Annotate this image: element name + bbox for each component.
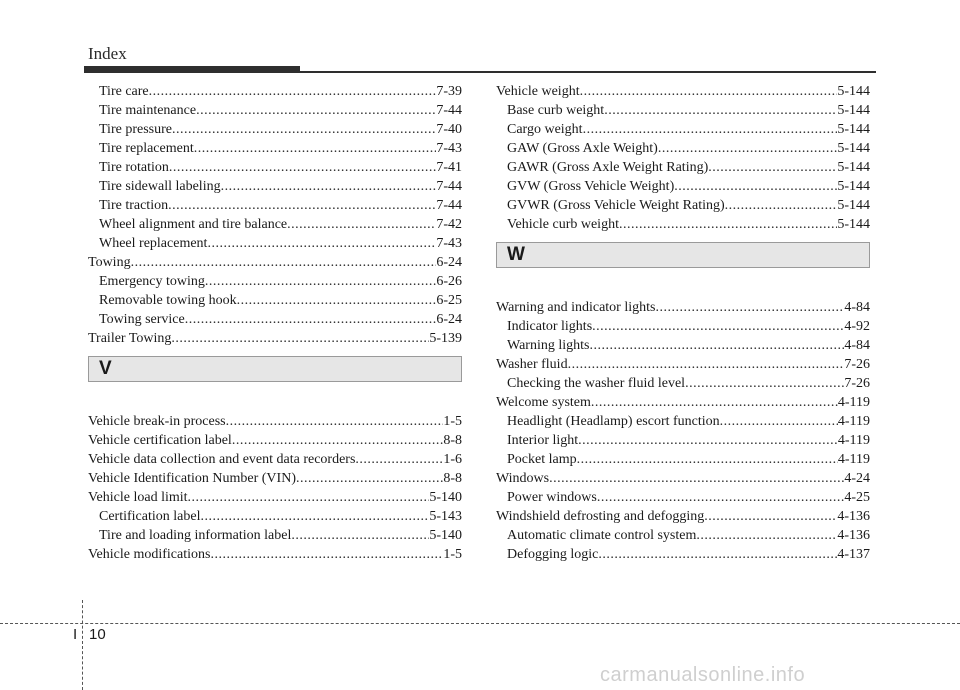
dot-leader xyxy=(591,393,838,412)
index-entry xyxy=(88,329,462,348)
dot-leader xyxy=(172,120,436,139)
entry-label: Tire replacement xyxy=(99,141,194,156)
index-entry xyxy=(496,469,870,488)
entry-page-ref: 7-26 xyxy=(844,376,870,391)
entry-page-ref: 5-144 xyxy=(837,198,870,213)
dot-leader xyxy=(708,158,837,177)
index-entry xyxy=(496,393,870,412)
entry-label: Tire sidewall labeling xyxy=(99,179,221,194)
left-entries-top xyxy=(88,82,462,348)
entry-page-ref: 5-144 xyxy=(837,217,870,232)
entry-label: Wheel alignment and tire balance xyxy=(99,217,288,232)
right-column xyxy=(496,82,870,564)
entry-label: Pocket lamp xyxy=(507,452,577,467)
right-entries-top xyxy=(496,82,870,234)
dot-leader xyxy=(296,469,443,488)
dot-leader xyxy=(221,177,437,196)
dot-leader xyxy=(685,374,844,393)
entry-page-ref: 8-8 xyxy=(443,471,462,486)
entry-label: Vehicle Identification Number (VIN) xyxy=(88,471,296,486)
entry-label: Windshield defrosting and defogging xyxy=(496,509,705,524)
index-entry xyxy=(496,374,870,393)
entry-page-ref: 8-8 xyxy=(443,433,462,448)
index-entry xyxy=(88,158,462,177)
dot-leader xyxy=(205,272,436,291)
index-entry xyxy=(88,253,462,272)
dot-leader xyxy=(604,101,837,120)
section-letter-v: V xyxy=(99,358,112,379)
section-heading-w xyxy=(496,242,870,268)
index-entry xyxy=(496,120,870,139)
entry-label: Washer fluid xyxy=(496,357,568,372)
entry-label: Power windows xyxy=(507,490,597,505)
entry-page-ref: 5-140 xyxy=(429,490,462,505)
index-entry xyxy=(88,120,462,139)
dot-leader xyxy=(210,545,443,564)
entry-label: Tire and loading information label xyxy=(99,528,292,543)
dot-leader xyxy=(291,526,429,545)
entry-label: Tire traction xyxy=(99,198,169,213)
entry-page-ref: 5-139 xyxy=(429,331,462,346)
index-entry xyxy=(496,158,870,177)
right-entries-w xyxy=(496,298,870,564)
entry-label: Indicator lights xyxy=(507,319,593,334)
entry-page-ref: 4-119 xyxy=(837,452,870,467)
dot-leader xyxy=(568,355,845,374)
index-entry xyxy=(88,450,462,469)
dot-leader xyxy=(583,120,838,139)
dot-leader xyxy=(597,488,844,507)
dot-leader xyxy=(131,253,437,272)
index-entry xyxy=(496,412,870,431)
index-entry xyxy=(496,355,870,374)
index-entry xyxy=(496,298,870,317)
entry-page-ref: 4-92 xyxy=(844,319,870,334)
dot-leader xyxy=(169,158,436,177)
entry-page-ref: 1-5 xyxy=(443,414,462,429)
dot-leader xyxy=(168,196,436,215)
dot-leader xyxy=(549,469,844,488)
entry-label: Warning and indicator lights xyxy=(496,300,656,315)
index-entry xyxy=(496,431,870,450)
dot-leader xyxy=(580,82,838,101)
entry-label: Checking the washer fluid level xyxy=(507,376,686,391)
dot-leader xyxy=(589,336,844,355)
index-entry xyxy=(88,507,462,526)
dot-leader xyxy=(704,507,837,526)
index-entry xyxy=(496,507,870,526)
index-entry xyxy=(88,431,462,450)
entry-page-ref: 1-6 xyxy=(443,452,462,467)
index-entry xyxy=(496,526,870,545)
dot-leader xyxy=(188,488,430,507)
dot-leader xyxy=(196,101,436,120)
index-entry xyxy=(496,336,870,355)
entry-label: GAW (Gross Axle Weight) xyxy=(507,141,658,156)
entry-label: Welcome system xyxy=(496,395,591,410)
entry-page-ref: 5-144 xyxy=(837,141,870,156)
dot-leader xyxy=(232,431,444,450)
entry-label: GVWR (Gross Vehicle Weight Rating) xyxy=(507,198,725,213)
entry-page-ref: 4-84 xyxy=(844,338,870,353)
entry-label: Removable towing hook xyxy=(99,293,237,308)
index-entry xyxy=(88,177,462,196)
entry-page-ref: 7-43 xyxy=(436,141,462,156)
entry-page-ref: 5-144 xyxy=(837,103,870,118)
entry-page-ref: 7-44 xyxy=(436,179,462,194)
entry-page-ref: 1-5 xyxy=(443,547,462,562)
entry-label: Vehicle modifications xyxy=(88,547,211,562)
index-entry xyxy=(88,82,462,101)
dot-leader xyxy=(200,507,429,526)
entry-page-ref: 5-140 xyxy=(429,528,462,543)
index-entry xyxy=(88,469,462,488)
dot-leader xyxy=(598,545,837,564)
dot-leader xyxy=(696,526,837,545)
footer-section-letter: I xyxy=(73,626,78,643)
entry-label: Cargo weight xyxy=(507,122,583,137)
entry-label: Automatic climate control system xyxy=(507,528,697,543)
entry-label: Towing service xyxy=(99,312,185,327)
dot-leader xyxy=(578,431,838,450)
entry-label: Windows xyxy=(496,471,550,486)
entry-label: Base curb weight xyxy=(507,103,605,118)
entry-page-ref: 4-25 xyxy=(844,490,870,505)
dot-leader xyxy=(619,215,837,234)
entry-page-ref: 4-119 xyxy=(837,433,870,448)
entry-page-ref: 5-144 xyxy=(837,160,870,175)
dot-leader xyxy=(287,215,436,234)
index-entry xyxy=(88,272,462,291)
entry-label: Defogging logic xyxy=(507,547,599,562)
watermark: carmanualsonline.info xyxy=(600,664,806,686)
index-entry xyxy=(496,488,870,507)
entry-page-ref: 6-26 xyxy=(436,274,462,289)
index-entry xyxy=(496,545,870,564)
entry-label: Headlight (Headlamp) escort function xyxy=(507,414,720,429)
index-entry xyxy=(88,215,462,234)
entry-label: Tire care xyxy=(99,84,149,99)
footer-page-number: 10 xyxy=(89,626,106,643)
entry-page-ref: 4-119 xyxy=(837,414,870,429)
entry-page-ref: 6-25 xyxy=(436,293,462,308)
index-entry xyxy=(88,545,462,564)
dot-leader xyxy=(655,298,844,317)
dot-leader xyxy=(237,291,437,310)
entry-page-ref: 4-119 xyxy=(837,395,870,410)
dot-leader xyxy=(207,234,436,253)
entry-page-ref: 6-24 xyxy=(436,312,462,327)
dot-leader xyxy=(658,139,838,158)
dot-leader xyxy=(185,310,437,329)
entry-label: Tire maintenance xyxy=(99,103,197,118)
footer-dashed-rule xyxy=(0,623,960,624)
entry-page-ref: 5-144 xyxy=(837,84,870,99)
entry-label: Emergency towing xyxy=(99,274,205,289)
entry-page-ref: 7-44 xyxy=(436,103,462,118)
entry-page-ref: 5-144 xyxy=(837,179,870,194)
dot-leader xyxy=(226,412,444,431)
dot-leader xyxy=(149,82,437,101)
index-entry xyxy=(496,317,870,336)
index-entry xyxy=(496,196,870,215)
entry-page-ref: 7-41 xyxy=(436,160,462,175)
entry-label: GVW (Gross Vehicle Weight) xyxy=(507,179,675,194)
entry-label: Vehicle load limit xyxy=(88,490,188,505)
entry-label: GAWR (Gross Axle Weight Rating) xyxy=(507,160,709,175)
entry-page-ref: 7-26 xyxy=(844,357,870,372)
entry-page-ref: 7-40 xyxy=(436,122,462,137)
index-entry xyxy=(88,101,462,120)
page-title: Index xyxy=(88,44,127,63)
entry-label: Vehicle break-in process xyxy=(88,414,226,429)
entry-label: Towing xyxy=(88,255,131,270)
entry-page-ref: 7-43 xyxy=(436,236,462,251)
left-entries-v xyxy=(88,412,462,564)
entry-page-ref: 7-44 xyxy=(436,198,462,213)
section-letter-w: W xyxy=(507,244,525,265)
index-entry xyxy=(88,412,462,431)
index-entry xyxy=(496,101,870,120)
entry-label: Tire rotation xyxy=(99,160,169,175)
entry-label: Vehicle weight xyxy=(496,84,580,99)
entry-page-ref: 4-136 xyxy=(837,509,870,524)
section-heading-v xyxy=(88,356,462,382)
index-entry xyxy=(88,310,462,329)
entry-label: Trailer Towing xyxy=(88,331,172,346)
entry-page-ref: 4-137 xyxy=(837,547,870,562)
index-entry xyxy=(88,526,462,545)
entry-page-ref: 6-24 xyxy=(436,255,462,270)
dot-leader xyxy=(725,196,838,215)
index-entry xyxy=(496,139,870,158)
dot-leader xyxy=(194,139,437,158)
index-entry xyxy=(496,177,870,196)
entry-label: Interior light xyxy=(507,433,579,448)
entry-label: Vehicle curb weight xyxy=(507,217,619,232)
dot-leader xyxy=(674,177,837,196)
index-entry xyxy=(88,196,462,215)
entry-label: Wheel replacement xyxy=(99,236,208,251)
entry-page-ref: 5-144 xyxy=(837,122,870,137)
index-entry xyxy=(88,139,462,158)
entry-label: Warning lights xyxy=(507,338,590,353)
dot-leader xyxy=(577,450,838,469)
index-entry xyxy=(496,82,870,101)
index-entry xyxy=(88,488,462,507)
entry-label: Vehicle data collection and event data recorders xyxy=(88,452,356,467)
header-rule-thin xyxy=(84,71,876,73)
entry-label: Certification label xyxy=(99,509,201,524)
entry-page-ref: 4-136 xyxy=(837,528,870,543)
entry-label: Tire pressure xyxy=(99,122,172,137)
dot-leader xyxy=(171,329,429,348)
dot-leader xyxy=(592,317,844,336)
entry-page-ref: 4-84 xyxy=(844,300,870,315)
entry-page-ref: 4-24 xyxy=(844,471,870,486)
entry-page-ref: 7-42 xyxy=(436,217,462,232)
entry-page-ref: 5-143 xyxy=(429,509,462,524)
entry-page-ref: 7-39 xyxy=(436,84,462,99)
dot-leader xyxy=(720,412,838,431)
index-entry xyxy=(496,215,870,234)
dot-leader xyxy=(355,450,443,469)
index-entry xyxy=(88,234,462,253)
left-column xyxy=(88,82,462,564)
index-entry xyxy=(496,450,870,469)
footer-dashed-divider xyxy=(82,600,83,690)
index-entry xyxy=(88,291,462,310)
entry-label: Vehicle certification label xyxy=(88,433,232,448)
